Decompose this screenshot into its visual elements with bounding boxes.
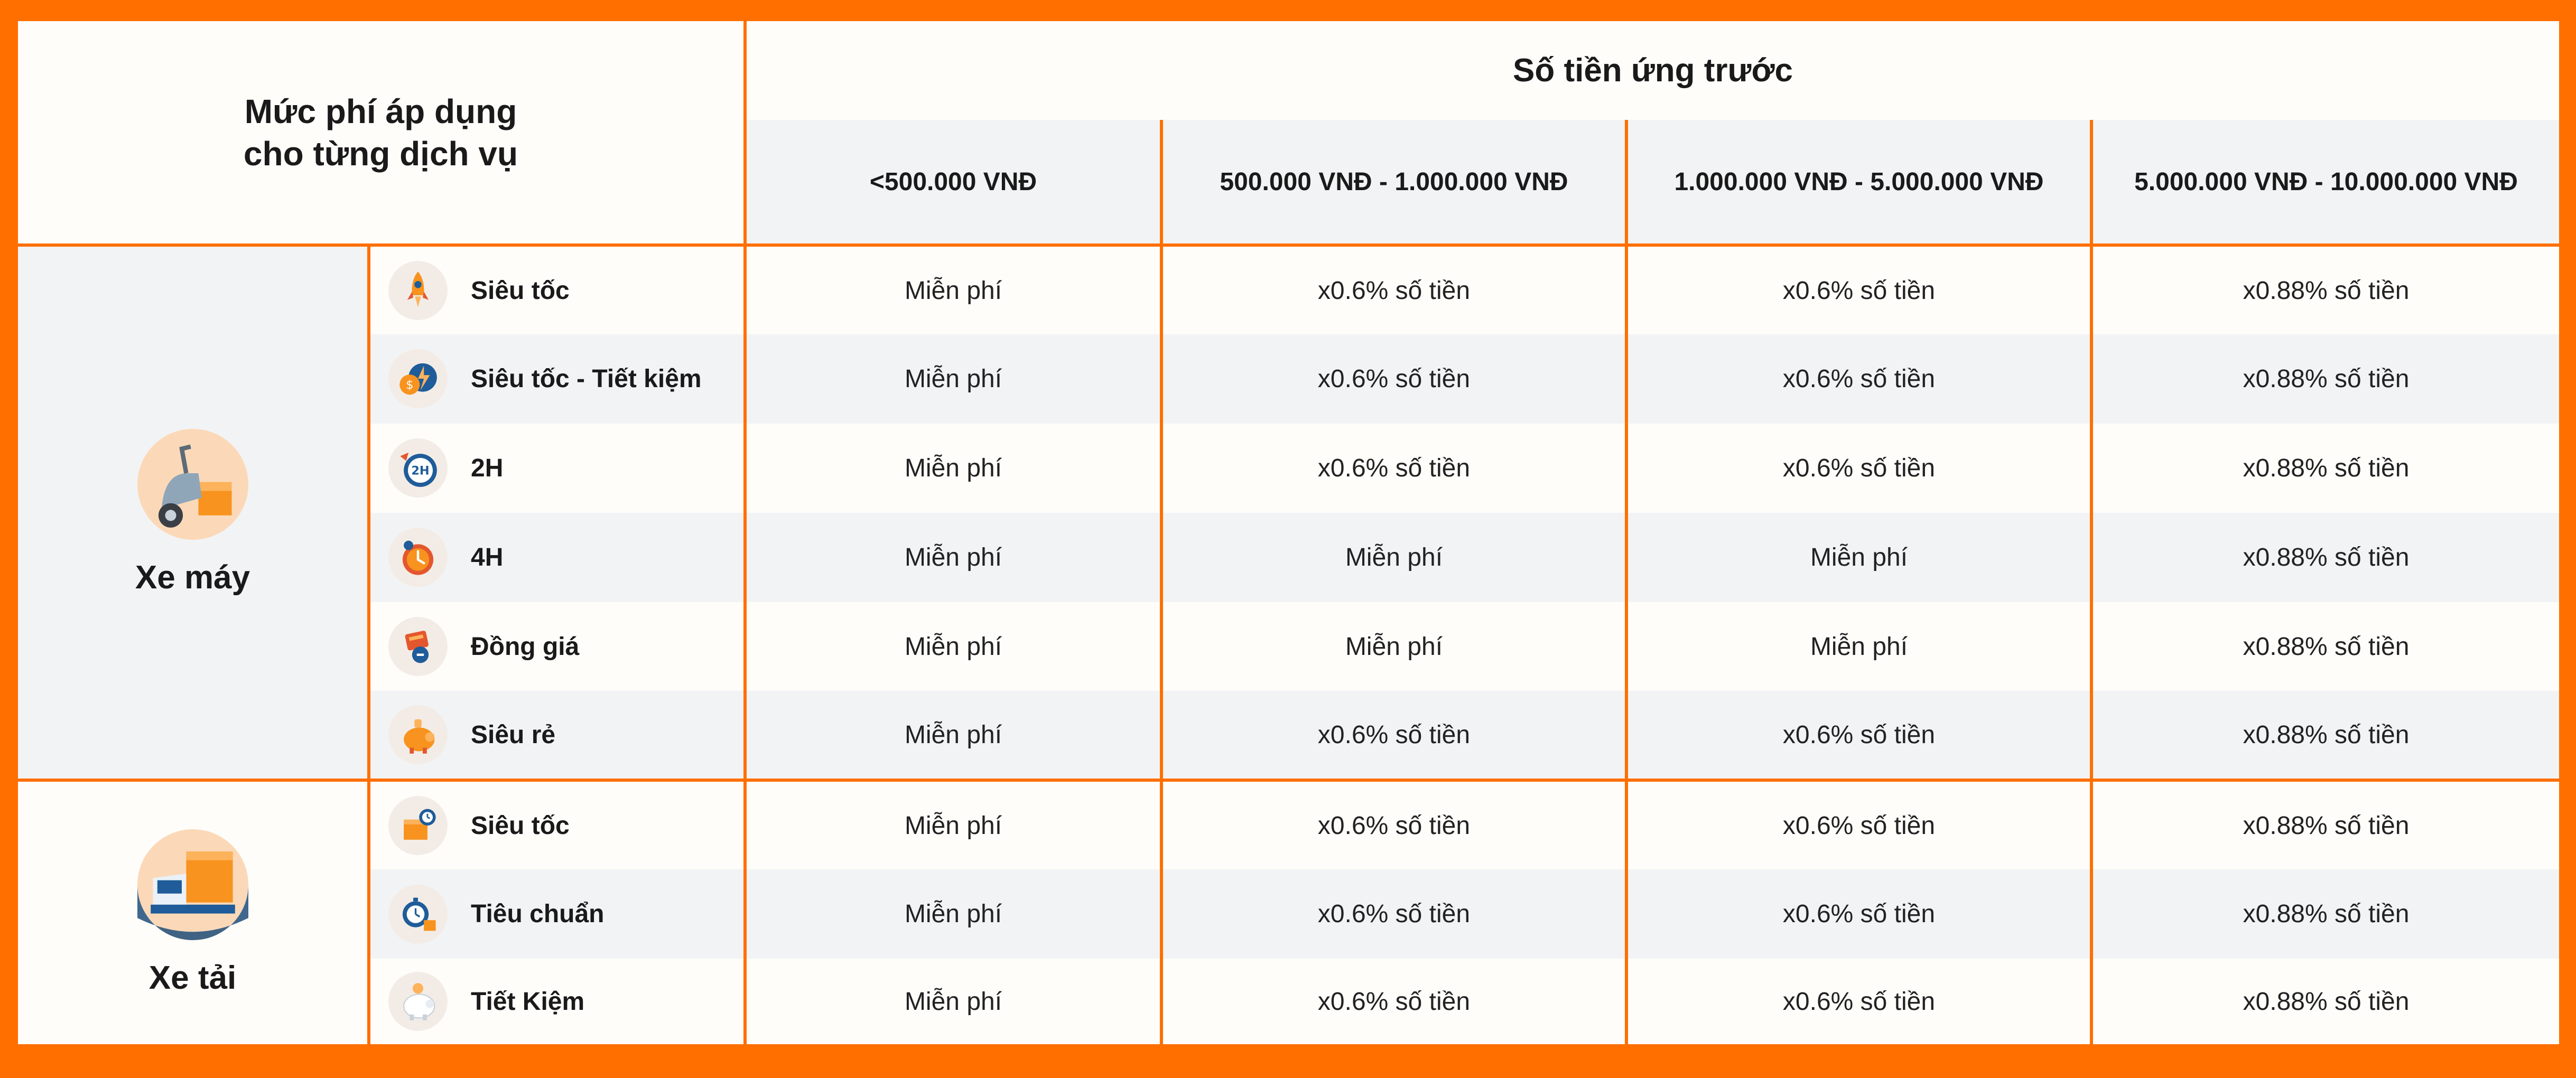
svg-text:$: $ (406, 378, 414, 392)
vehicle-label-truck: Xe tải (148, 960, 237, 997)
fee-cell: x0.88% số tiền (2091, 602, 2559, 691)
fee-cell: Miễn phí (1626, 602, 2091, 691)
table-row (18, 245, 2559, 334)
fee-cell: Miễn phí (745, 869, 1161, 959)
fee-cell: x0.6% số tiền (1161, 691, 1626, 780)
service-label: 4H (471, 543, 504, 571)
service-label: Siêu tốc (471, 811, 570, 840)
service-label: Tiêu chuẩn (471, 900, 605, 929)
header-title-line-2: cho từng dịch vụ (243, 134, 518, 173)
truck-icon (137, 829, 248, 940)
fee-cell: x0.6% số tiền (1161, 869, 1626, 959)
service-cell (369, 245, 745, 334)
service-cell (369, 691, 745, 780)
fee-cell: x0.6% số tiền (1161, 780, 1626, 869)
two-hour-icon (388, 438, 448, 498)
fee-cell: Miễn phí (1161, 602, 1626, 691)
service-cell (369, 424, 745, 513)
fee-cell: x0.88% số tiền (2091, 424, 2559, 513)
service-cell (369, 869, 745, 959)
service-cell (369, 513, 745, 602)
service-label: Siêu tốc - Tiết kiệm (471, 364, 702, 393)
fee-cell: x0.88% số tiền (2091, 869, 2559, 959)
fee-cell: Miễn phí (1626, 513, 2091, 602)
fee-cell: Miễn phí (745, 691, 1161, 780)
fee-cell: x0.6% số tiền (1626, 780, 2091, 869)
table-row (18, 602, 2559, 691)
stopwatch-box-icon (388, 885, 448, 944)
service-label: Siêu tốc (471, 276, 570, 305)
fee-cell: x0.88% số tiền (2091, 780, 2559, 869)
header-title (18, 90, 743, 175)
range-header-3: 1.000.000 VNĐ - 5.000.000 VNĐ (1626, 120, 2091, 245)
rocket-icon (388, 261, 448, 320)
service-label: Tiết Kiệm (471, 987, 585, 1016)
vehicle-cell-motorbike (18, 245, 369, 780)
table-row (18, 959, 2559, 1044)
fee-cell: Miễn phí (1161, 513, 1626, 602)
table-row (18, 691, 2559, 780)
piggy-bank-icon (388, 705, 448, 764)
fee-cell: x0.6% số tiền (1161, 334, 1626, 424)
fee-cell: x0.6% số tiền (1161, 245, 1626, 334)
fee-cell: Miễn phí (745, 602, 1161, 691)
fee-cell: x0.88% số tiền (2091, 513, 2559, 602)
service-cell (369, 780, 745, 869)
fee-cell: x0.6% số tiền (1626, 245, 2091, 334)
fee-cell: Miễn phí (745, 513, 1161, 602)
fee-cell: x0.88% số tiền (2091, 334, 2559, 424)
four-hour-clock-icon (388, 528, 448, 587)
service-cell (369, 602, 745, 691)
range-header-1: <500.000 VNĐ (745, 120, 1161, 245)
table-row (18, 869, 2559, 959)
amount-title: Số tiền ứng trước (745, 21, 2559, 120)
fee-cell: x0.6% số tiền (1626, 959, 2091, 1044)
service-cell (369, 334, 745, 424)
header-title-cell (18, 21, 745, 245)
table-row (18, 780, 2559, 869)
fee-table-frame (18, 21, 2559, 1044)
fee-cell: Miễn phí (745, 245, 1161, 334)
service-label: 2H (471, 454, 504, 482)
header-title-line-1: Mức phí áp dụng (244, 92, 517, 130)
table-row (18, 513, 2559, 602)
service-label: Đồng giá (471, 632, 580, 661)
piggy-bank-white-icon (388, 972, 448, 1031)
fee-cell: x0.6% số tiền (1626, 424, 2091, 513)
table-row (18, 334, 2559, 424)
range-header-2: 500.000 VNĐ - 1.000.000 VNĐ (1161, 120, 1626, 245)
fee-cell: Miễn phí (745, 959, 1161, 1044)
service-cell (369, 959, 745, 1044)
fee-cell: x0.6% số tiền (1161, 959, 1626, 1044)
fee-table (18, 21, 2559, 1044)
vehicle-cell-truck (18, 780, 369, 1044)
table-row (18, 424, 2559, 513)
fee-cell: Miễn phí (745, 780, 1161, 869)
service-label: Siêu rẻ (471, 720, 556, 749)
fee-cell: Miễn phí (745, 424, 1161, 513)
price-tag-icon (388, 617, 448, 676)
svg-text:2H: 2H (411, 464, 430, 478)
fee-cell: x0.88% số tiền (2091, 245, 2559, 334)
fee-cell: x0.88% số tiền (2091, 691, 2559, 780)
coin-lightning-icon (388, 349, 448, 408)
fee-cell: x0.88% số tiền (2091, 959, 2559, 1044)
motorbike-icon (137, 429, 248, 540)
fee-cell: Miễn phí (745, 334, 1161, 424)
fee-cell: x0.6% số tiền (1626, 869, 2091, 959)
fee-cell: x0.6% số tiền (1161, 424, 1626, 513)
box-clock-icon (388, 796, 448, 855)
vehicle-label-motorbike: Xe máy (135, 559, 250, 596)
fee-cell: x0.6% số tiền (1626, 334, 2091, 424)
range-header-4: 5.000.000 VNĐ - 10.000.000 VNĐ (2091, 120, 2559, 245)
fee-cell: x0.6% số tiền (1626, 691, 2091, 780)
